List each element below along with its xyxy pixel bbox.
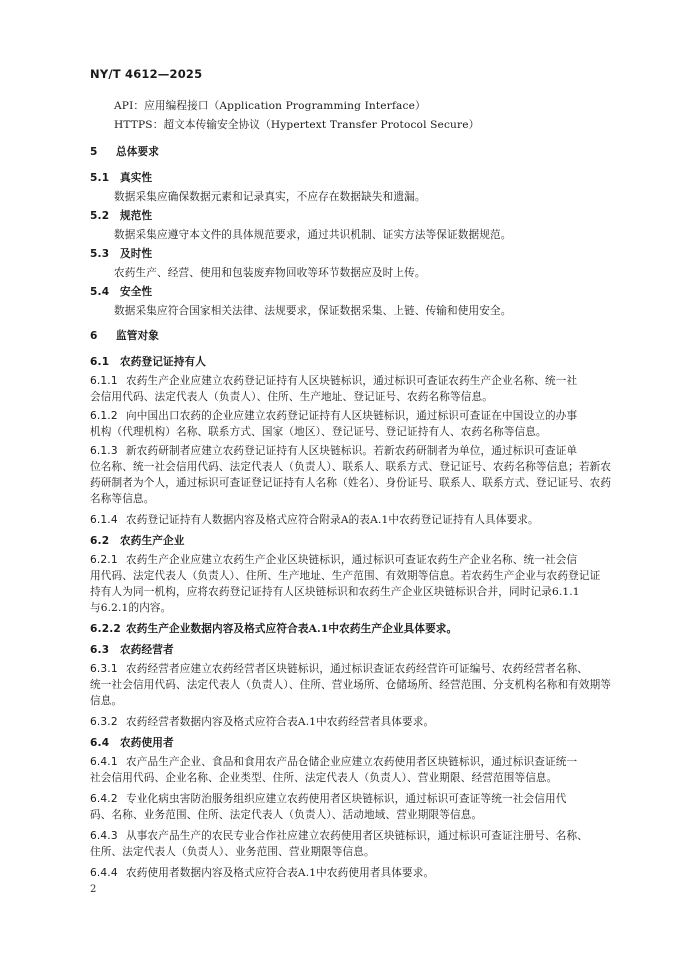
section-title: 监管对象 — [116, 330, 159, 342]
clause-number: 6.2.1 — [90, 554, 118, 566]
clause-6-3-1 — [90, 661, 611, 677]
clause-text: 农药使用者数据内容及格式应符合表A.1中农药使用者具体要求。 — [126, 867, 435, 879]
clause-number: 6.4.3 — [90, 830, 118, 842]
clause-number: 6.1.4 — [90, 514, 118, 526]
clause-6-1-1 — [90, 373, 611, 389]
clause-number: 6.4.4 — [90, 867, 118, 879]
clause-number: 6.1.2 — [90, 410, 118, 422]
clause-6-4-1 — [90, 754, 611, 770]
clause-6-1-2 — [90, 408, 611, 424]
clause-heading-5-3 — [90, 246, 611, 262]
clause-number: 6.1.1 — [90, 375, 118, 387]
clause-number: 6.4.1 — [90, 756, 118, 768]
clause-title: 农药使用者 — [120, 737, 174, 749]
clause-text: 用代码、法定代表人（负责人）、住所、生产地址、生产范围、有效期等信息。若农药生产企业与农药登记证 — [90, 570, 601, 582]
clause-text: 码、名称、业务范围、住所、法定代表人（负责人）、活动地域、营业期限等信息。 — [90, 809, 483, 821]
section-title: 总体要求 — [116, 146, 159, 158]
clause-heading-6-3 — [90, 642, 611, 658]
clause-heading-6-1 — [90, 354, 611, 370]
clause-number: 6.4.2 — [90, 793, 118, 805]
section-heading-6 — [90, 328, 611, 344]
page-number: 2 — [90, 884, 97, 895]
clause-text: 向中国出口农药的企业应建立农药登记证持有人区块链标识，通过标识可查证在中国设立的办事 — [126, 410, 578, 422]
clause-text: 位名称、统一社会信用代码、法定代表人（负责人）、联系人、联系方式、登记证号、农药名称等信息；若新农 — [90, 461, 612, 473]
clause-text: 统一社会信用代码、法定代表人（负责人）、住所、营业场所、仓储场所、经营范围、分支机构名称和有效期等 — [90, 679, 612, 691]
clause-text: 农药经营者数据内容及格式应符合表A.1中农药经营者具体要求。 — [126, 716, 435, 728]
clause-text: 专业化病虫害防治服务组织应建立农药使用者区块链标识，通过标识可查证等统一社会信用代 — [126, 793, 567, 805]
clause-text: 数据采集应遵守本文件的具体规范要求，通过共识机制、证实方法等保证数据规范。 — [114, 229, 512, 241]
clause-6-4-3 — [90, 828, 611, 844]
clause-number: 6.3 — [90, 644, 110, 656]
clause-6-4-4 — [90, 865, 611, 881]
clause-6-2-2 — [90, 621, 611, 637]
standard-number: NY/T 4612—2025 — [90, 67, 203, 81]
clause-number: 5.2 — [90, 210, 110, 222]
clause-text: 农药生产企业应建立农药生产企业区块链标识，通过标识可查证农药生产企业名称、统一社会信 — [126, 554, 578, 566]
clause-text: 农产品生产企业、食品和食用农产品仓储企业应建立农药使用者区块链标识，通过标识查证统一 — [126, 756, 578, 768]
clause-heading-6-2 — [90, 533, 611, 549]
clause-text: 数据采集应确保数据元素和记录真实，不应存在数据缺失和遗漏。 — [114, 191, 426, 203]
clause-text: 名称等信息。 — [90, 493, 155, 505]
clause-text: 新农药研制者应建立农药登记证持有人区块链标识。若新农药研制者为单位，通过标识可查证单 — [126, 445, 578, 457]
clause-heading-5-2 — [90, 208, 611, 224]
clause-title: 农药经营者 — [120, 644, 174, 656]
clause-number: 5.1 — [90, 172, 110, 184]
clause-text: 会信用代码、法定代表人（负责人）、住所、生产地址、登记证号、农药名称等信息。 — [90, 391, 493, 403]
clause-text: 农药生产、经营、使用和包装废弃物回收等环节数据应及时上传。 — [114, 267, 426, 279]
clause-6-1-3 — [90, 443, 611, 459]
clause-number: 5.3 — [90, 248, 110, 260]
clause-text: 农药经营者应建立农药经营者区块链标识，通过标识查证农药经营许可证编号、农药经营者名称、 — [126, 663, 588, 675]
clause-text: 信息。 — [90, 695, 123, 707]
clause-number: 6.1.3 — [90, 445, 118, 457]
abbreviation-api: API：应用编程接口（Application Programming Interface） — [114, 100, 426, 112]
clause-title: 规范性 — [120, 210, 153, 222]
clause-6-3-2 — [90, 714, 611, 730]
clause-number: 6.1 — [90, 356, 110, 368]
clause-title: 农药生产企业 — [120, 535, 185, 547]
clause-text: 药研制者为个人，通过标识可查证登记证持有人名称（姓名）、身份证号、联系人、联系方式、登记证号、农药 — [90, 477, 612, 489]
clause-title: 安全性 — [120, 286, 153, 298]
section-number: 6 — [90, 330, 98, 342]
clause-6-4-2 — [90, 791, 611, 807]
clause-number: 6.2 — [90, 535, 110, 547]
clause-text: 农药登记证持有人数据内容及格式应符合附录A的表A.1中农药登记证持有人具体要求。 — [126, 514, 539, 526]
clause-number: 6.3.1 — [90, 663, 118, 675]
clause-heading-6-4 — [90, 735, 611, 751]
clause-text: 农药生产企业数据内容及格式应符合表A.1中农药生产企业具体要求。 — [126, 623, 458, 635]
clause-heading-5-4 — [90, 284, 611, 300]
clause-title: 及时性 — [120, 248, 153, 260]
clause-number: 6.3.2 — [90, 716, 118, 728]
clause-number: 6.4 — [90, 737, 110, 749]
clause-text: 持有人为同一机构，应将农药登记证持有人区块链标识和农药生产企业区块链标识合并，同时记录6.1.1 — [90, 586, 580, 598]
clause-6-2-1 — [90, 552, 611, 568]
clause-text: 与6.2.1的内容。 — [90, 602, 172, 614]
clause-text: 数据采集应符合国家相关法律、法规要求，保证数据采集、上链、传输和使用安全。 — [114, 305, 512, 317]
clause-number: 5.4 — [90, 286, 110, 298]
clause-text: 机构（代理机构）名称、联系方式、国家（地区）、登记证号、登记证持有人、农药名称等信息。 — [90, 426, 547, 438]
section-number: 5 — [90, 146, 98, 158]
abbreviation-https: HTTPS：超文本传输安全协议（Hypertext Transfer Protocol Secure） — [114, 119, 480, 131]
clause-6-1-4 — [90, 512, 611, 528]
clause-text: 农药生产企业应建立农药登记证持有人区块链标识，通过标识可查证农药生产企业名称、统一社 — [126, 375, 578, 387]
clause-title: 农药登记证持有人 — [120, 356, 206, 368]
clause-text: 从事农产品生产的农民专业合作社应建立农药使用者区块链标识，通过标识可查证注册号、名称、 — [126, 830, 588, 842]
clause-text: 社会信用代码、企业名称、企业类型、住所、法定代表人（负责人）、营业期限、经营范围等信息。 — [90, 772, 558, 784]
clause-number: 6.2.2 — [90, 623, 121, 635]
clause-heading-5-1 — [90, 170, 611, 186]
clause-text: 住所、法定代表人（负责人）、业务范围、营业期限等信息。 — [90, 846, 375, 858]
clause-title: 真实性 — [120, 172, 153, 184]
section-heading-5 — [90, 144, 611, 160]
